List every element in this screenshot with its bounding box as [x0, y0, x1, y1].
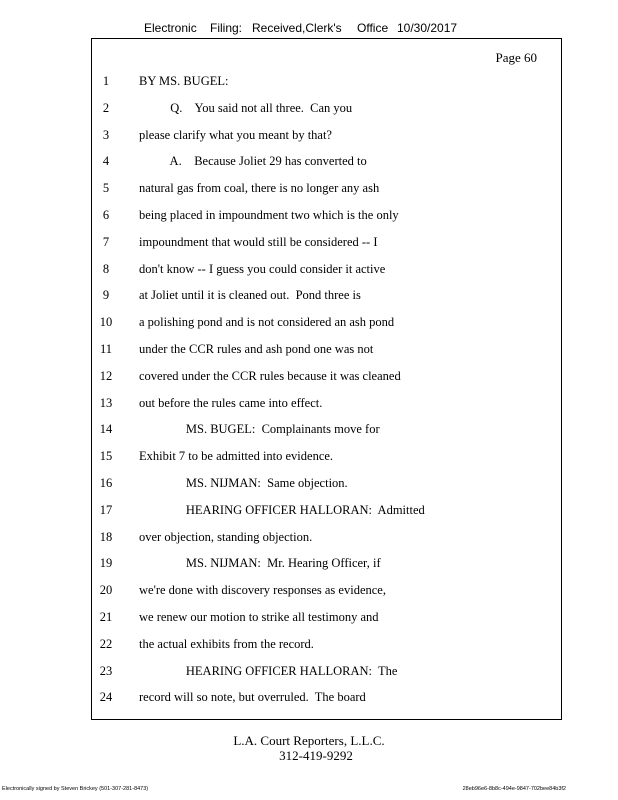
line-text: natural gas from coal, there is no longer any ash [139, 181, 380, 196]
line-number: 10 [99, 315, 113, 330]
line-text: record will so note, but overruled. The board [139, 690, 366, 705]
line-number: 20 [99, 583, 113, 598]
line-number: 7 [102, 234, 110, 249]
filing-header-date: 10/30/2017 [397, 21, 458, 35]
transcript-line [0, 583, 618, 601]
transcript-line [0, 610, 618, 628]
line-text: HEARING OFFICER HALLORAN: Admitted [139, 502, 425, 517]
line-text: BY MS. BUGEL: [139, 74, 229, 88]
line-number: 4 [102, 154, 110, 169]
line-number: 2 [102, 100, 110, 115]
line-number: 8 [102, 261, 110, 276]
line-number: 22 [99, 636, 113, 651]
line-number: 24 [99, 690, 113, 705]
line-number: 18 [99, 529, 113, 544]
transcript-line [0, 315, 618, 333]
transcript-line [0, 369, 618, 387]
signature-id: 28eb96e6-8b8c-494e-9847-702bee84b3f2 [462, 786, 566, 792]
transcript-line [0, 154, 618, 172]
transcript-line [0, 342, 618, 360]
line-text: at Joliet until it is cleaned out. Pond three is [139, 288, 361, 303]
transcript-line [0, 664, 618, 682]
line-number: 19 [99, 556, 113, 571]
line-text: MS. BUGEL: Complainants move for [139, 422, 380, 437]
filing-header-office: Office [357, 21, 389, 35]
line-text: don't know -- I guess you could consider it active [139, 261, 386, 276]
line-text: being placed in impoundment two which is the only [139, 208, 399, 222]
transcript-line [0, 449, 618, 467]
line-number: 5 [102, 181, 110, 196]
line-text: we renew our motion to strike all testimony and [139, 610, 379, 624]
line-number: 1 [102, 74, 110, 88]
transcript-line [0, 637, 618, 655]
line-number: 16 [99, 476, 113, 490]
line-number: 17 [99, 502, 113, 517]
line-number: 6 [102, 208, 110, 222]
line-number: 11 [99, 342, 113, 356]
transcript-line [0, 503, 618, 521]
page-number: Page 60 [495, 50, 537, 65]
line-text: the actual exhibits from the record. [139, 636, 314, 651]
line-text: over objection, standing objection. [139, 529, 313, 544]
line-text: out before the rules came into effect. [139, 395, 323, 410]
transcript-line [0, 288, 618, 306]
line-text: MS. NIJMAN: Same objection. [139, 476, 348, 490]
line-number: 3 [102, 127, 110, 142]
filing-header [0, 21, 618, 37]
filing-header-filing: Filing: [210, 21, 243, 35]
transcript-line [0, 690, 618, 708]
line-text: a polishing pond and is not considered an ash pond [139, 315, 395, 330]
line-text: impoundment that would still be considered -- I [139, 234, 378, 249]
transcript-line [0, 74, 618, 92]
filing-header-electronic: Electronic [144, 21, 197, 35]
footer-phone: 312-419-9292 [279, 748, 353, 763]
transcript-line [0, 422, 618, 440]
line-number: 23 [99, 663, 113, 678]
transcript-line [0, 262, 618, 280]
line-text: Exhibit 7 to be admitted into evidence. [139, 449, 334, 464]
line-text: A. Because Joliet 29 has converted to [139, 154, 367, 169]
transcript-line [0, 556, 618, 574]
line-number: 9 [102, 288, 110, 303]
line-text: please clarify what you meant by that? [139, 127, 332, 142]
line-text: under the CCR rules and ash pond one was not [139, 342, 374, 356]
transcript-line [0, 476, 618, 494]
transcript-line [0, 208, 618, 226]
line-number: 15 [99, 449, 113, 464]
transcript-line [0, 530, 618, 548]
transcript-line [0, 181, 618, 199]
line-text: Q. You said not all three. Can you [139, 100, 353, 115]
transcript-line [0, 101, 618, 119]
line-number: 12 [99, 368, 113, 383]
line-text: MS. NIJMAN: Mr. Hearing Officer, if [139, 556, 381, 571]
transcript-line [0, 396, 618, 414]
line-number: 13 [99, 395, 113, 410]
line-text: we're done with discovery responses as evidence, [139, 583, 386, 598]
signature-left: Electronically signed by Steven Brickey (501-307-281-8473) [2, 786, 149, 792]
line-text: covered under the CCR rules because it was cleaned [139, 368, 401, 383]
line-number: 21 [99, 610, 113, 624]
transcript-line [0, 235, 618, 253]
line-text: HEARING OFFICER HALLORAN: The [139, 663, 398, 678]
transcript-line [0, 128, 618, 146]
filing-header-received: Received,Clerk's [252, 21, 342, 35]
line-number: 14 [99, 422, 113, 437]
footer-company: L.A. Court Reporters, L.L.C. [233, 733, 385, 748]
